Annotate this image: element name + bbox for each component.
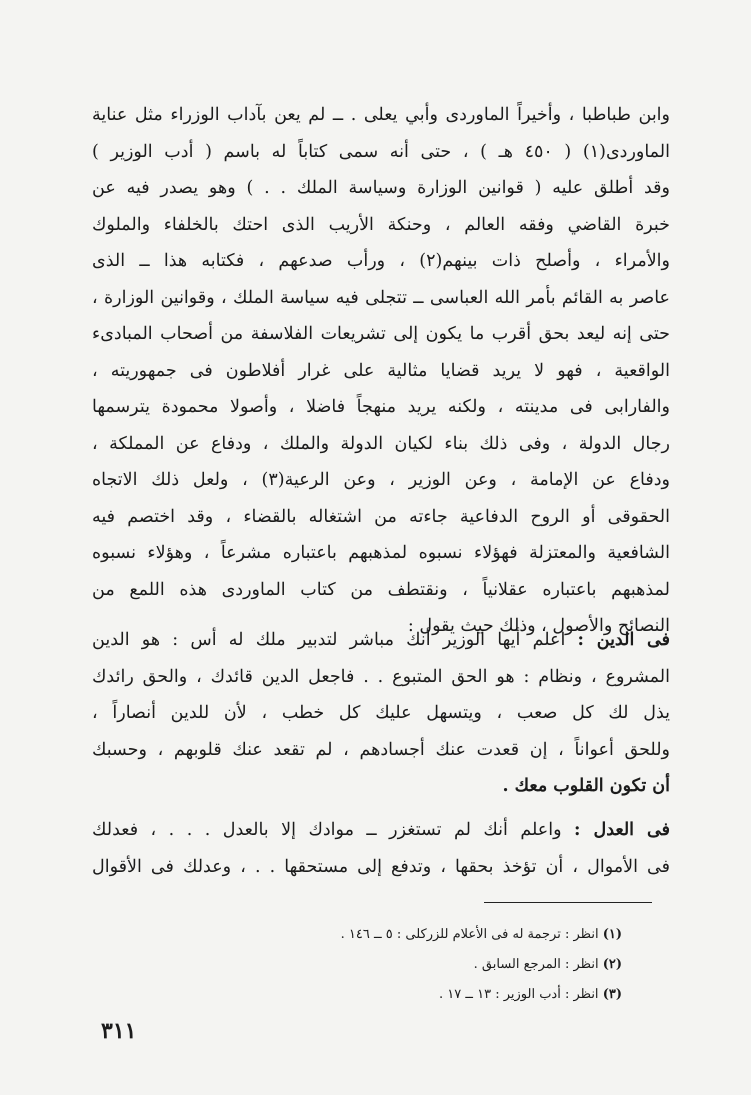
text-line: وللحق أعواناً ، إن قعدت عنك أجسادهم ، لم تقعد عنك قلوبهم ، وحسبك [92, 739, 670, 760]
text-line [92, 622, 670, 659]
text-line: الماوردى(١) ( ٤٥٠ هـ ) ، حتى أنه سمى كتاباً له باسم ( أدب الوزير ) [92, 141, 670, 162]
footnote-text: انظر : أدب الوزير : ١٣ ــ ١٧ . [438, 987, 599, 1002]
footnote-text: انظر : المرجع السابق . [473, 957, 599, 972]
text-line: لمذهبهم باعتباره عقلانياً ، ونقتطف من كتاب الماوردى هذه اللمع من [92, 579, 670, 600]
text-line: حتى إنه ليعد بحق أقرب ما يكون إلى تشريعات الفلاسفة من أصحاب المبادىء [92, 324, 670, 344]
text-line: خبرة القاضي وفقه العالم ، وحنكة الأريب الذى احتك بالخلفاء والملوك [92, 214, 670, 235]
footnote-divider [484, 902, 652, 903]
text-line: رجال الدولة ، وفى ذلك بناء لكيان الدولة والملك ، ودفاع عن المملكة ، [92, 433, 670, 454]
footnote [92, 920, 622, 950]
section-text: اعلم أيها الوزير أنك مباشر لتدبير ملك له أس : هو الدين [92, 630, 578, 650]
text-line: فى الأموال ، أن تؤخذ بحقها ، وتدفع إلى مستحقها . . ، وعدلك فى الأقوال [92, 856, 670, 877]
footnote-number: (٢) [602, 957, 622, 972]
text-line: وقد أطلق عليه ( قوانين الوزارة وسياسة الملك . . ) وهو يصدر فيه عن [92, 178, 670, 198]
body-paragraph [92, 97, 670, 645]
text-line [92, 812, 670, 849]
text-line: عاصر به القائم بأمر الله العباسى ــ تتجلى فيه سياسة الملك ، وقوانين الوزارة ، [92, 287, 670, 308]
footnote-number: (٣) [602, 987, 622, 1002]
text-line: أن تكون القلوب معك . [502, 776, 670, 796]
footnote [92, 950, 622, 980]
page-number: ٣١١ [101, 1018, 137, 1044]
footnotes [92, 920, 622, 1010]
section-religion [92, 622, 670, 805]
text-line: الواقعية ، فهو لا يريد قضايا مثالية على غرار أفلاطون فى جمهوريته ، [92, 360, 670, 381]
section-heading: فى الدين : [577, 630, 671, 650]
section-heading: فى العدل : [574, 820, 670, 840]
text-line: وابن طباطبا ، وأخيراً الماوردى وأبي يعلى . ــ لم يعن بآداب الوزراء مثل عناية [92, 105, 670, 125]
section-justice [92, 812, 670, 885]
text-line: الحقوقى أو الروح الدفاعية جاءته من اشتغاله بالقضاء ، وقد اختصم فيه [92, 506, 670, 527]
text-line: المشروع ، ونظام : هو الحق المتبوع . . فاجعل الدين قائدك ، والحق رائدك [92, 666, 670, 687]
text-line: يذل لك كل صعب ، ويتسهل عليك كل خطب ، لأن للدين أنصاراً ، [92, 703, 670, 723]
footnote [92, 980, 622, 1010]
text-line: النصائح والأصول ، وذلك حيث يقول : [407, 616, 670, 636]
text-line: والفارابى فى مدينته ، ولكنه يريد منهجاً فاضلا ، وأصولا محمودة يترسمها [92, 397, 670, 417]
section-text: واعلم أنك لم تستغزر ــ موادك إلا بالعدل . . . ، فعدلك [92, 820, 575, 840]
footnote-text: انظر : ترجمة له فى الأعلام للزركلى : ٥ ــ ١٤٦ . [340, 927, 599, 942]
text-line: والأمراء ، وأصلح ذات بينهم(٢) ، ورأب صدعهم ، فكتابه هذا ــ الذى [92, 251, 670, 271]
text-line: الشافعية والمعتزلة فهؤلاء نسبوه لمذهبهم باعتباره مشرعاً ، وهؤلاء نسبوه [92, 543, 670, 563]
text-line: ودفاع عن الإمامة ، وعن الوزير ، وعن الرعية(٣) ، ولعل ذلك الاتجاه [92, 470, 670, 490]
footnote-number: (١) [602, 927, 622, 942]
